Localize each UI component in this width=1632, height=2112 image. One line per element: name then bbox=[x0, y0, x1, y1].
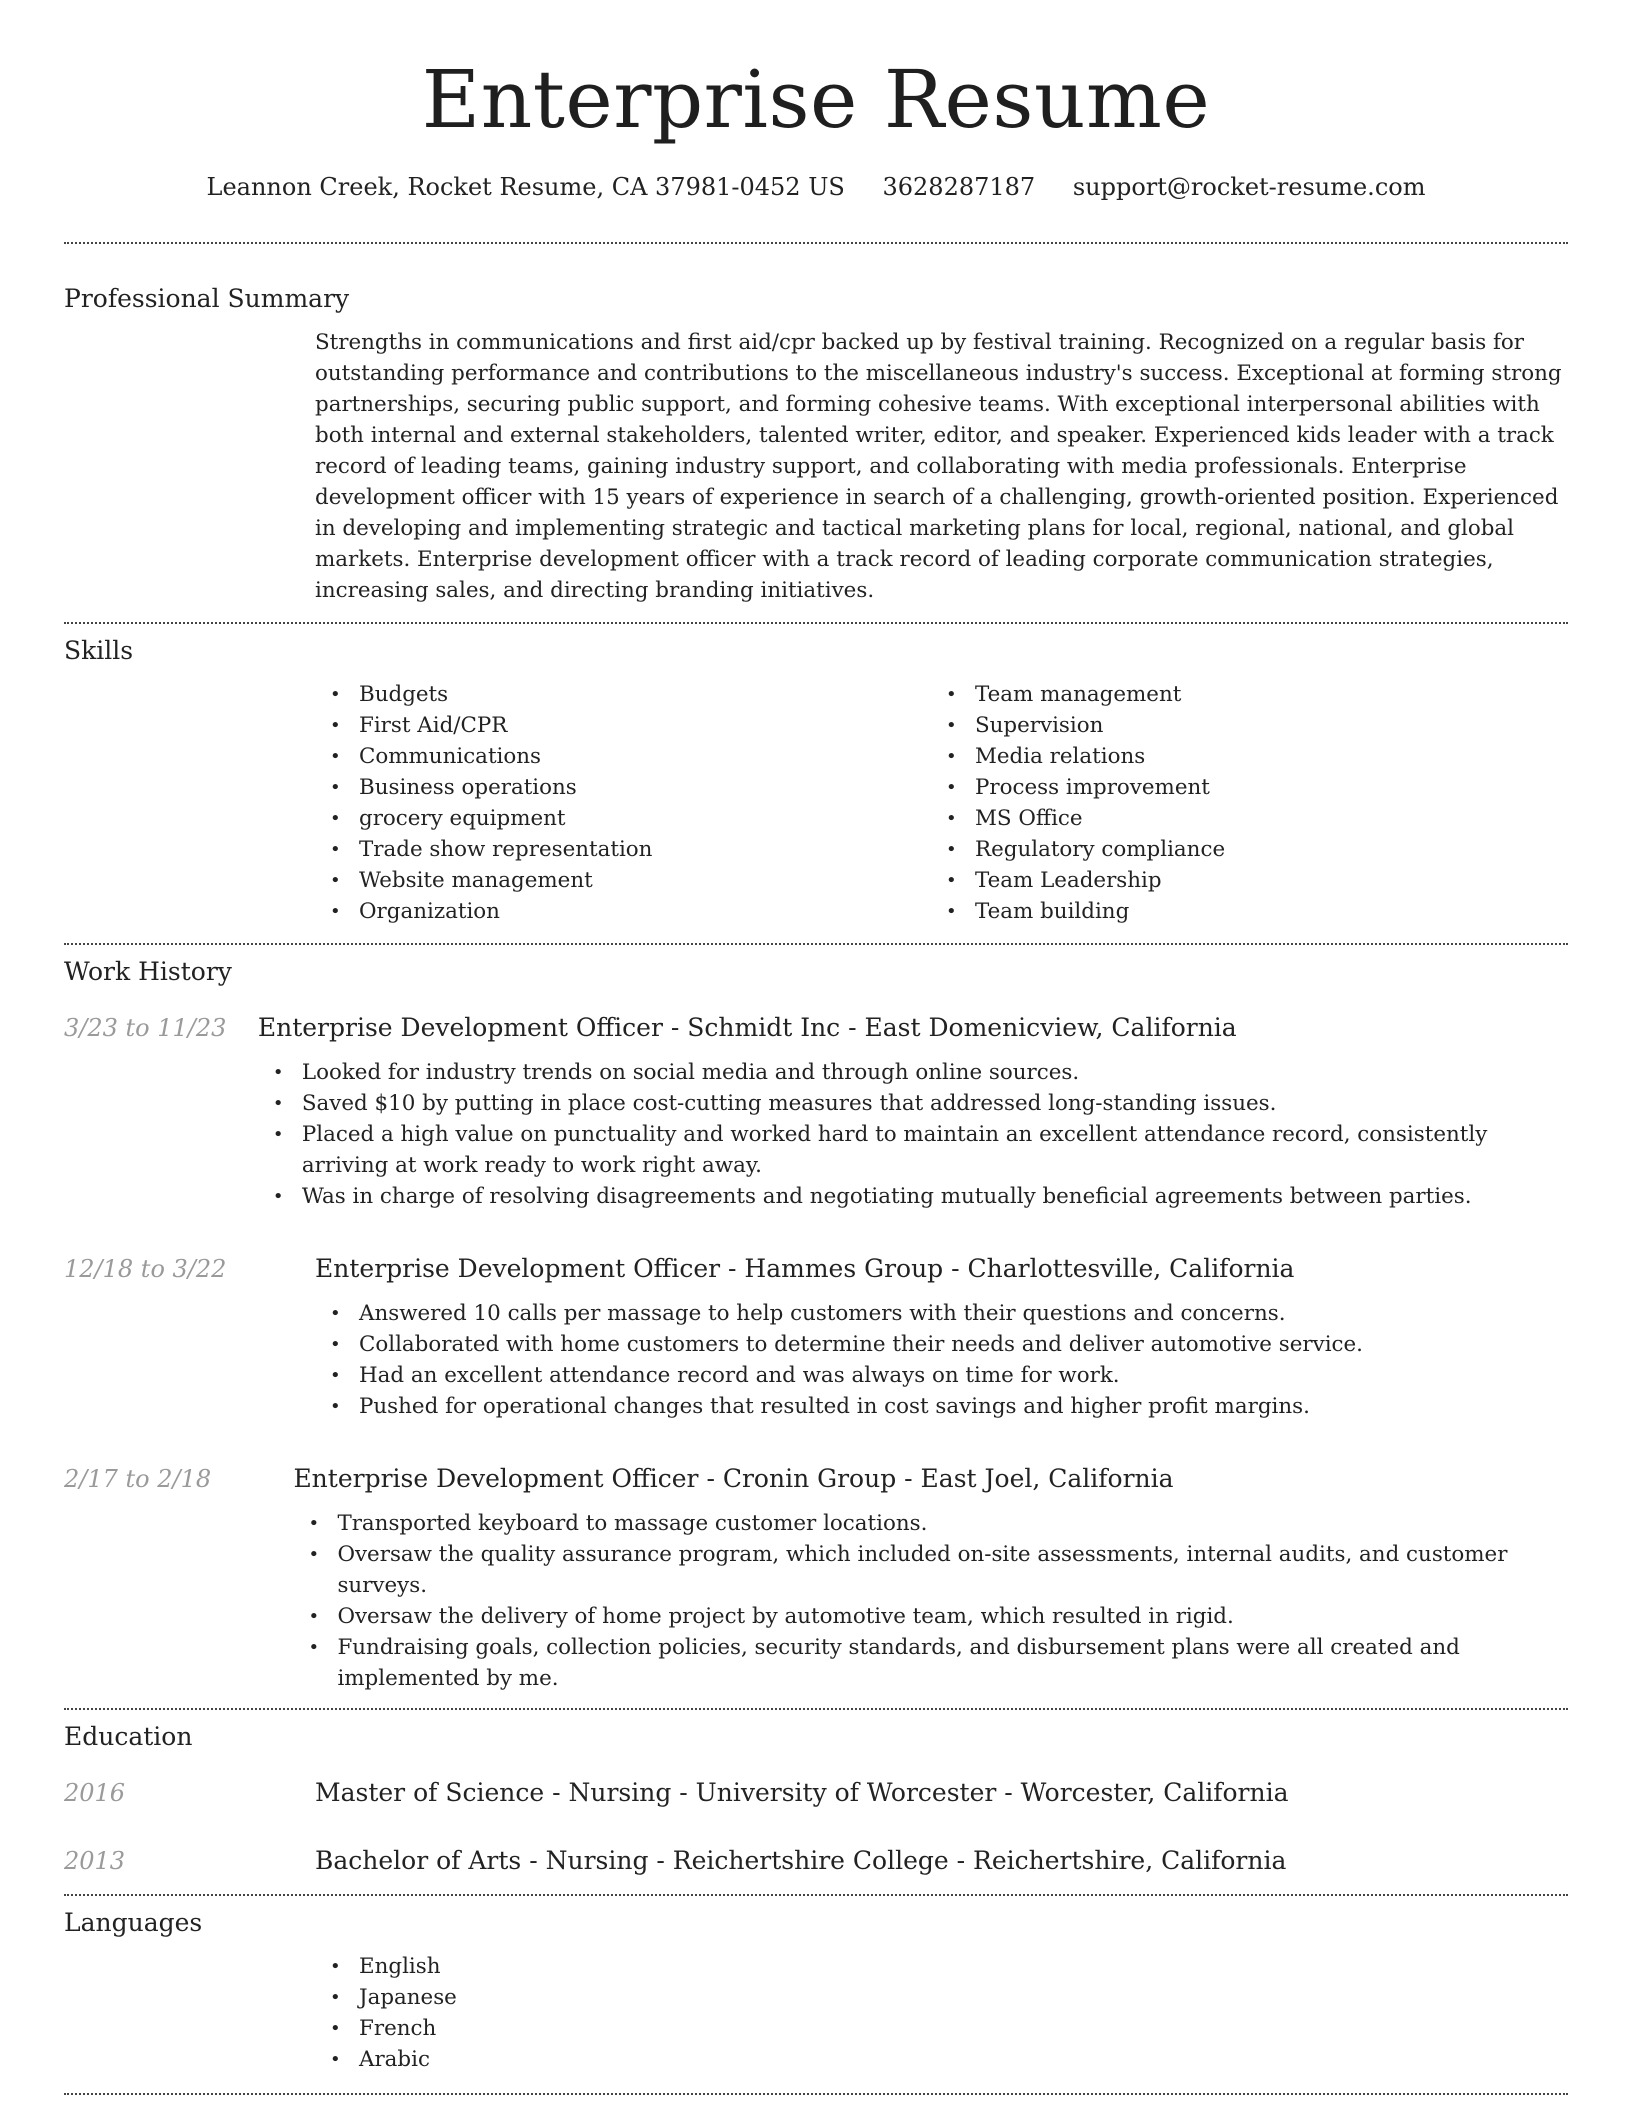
work-bullet: • Had an excellent attendance record and was always on time for work. bbox=[315, 1360, 1363, 1391]
work-date: 12/18 to 3/22 bbox=[64, 1255, 227, 1283]
section-title-summary: Professional Summary bbox=[64, 284, 350, 313]
work-bullet: • Pushed for operational changes that resulted in cost savings and higher profit margins. bbox=[315, 1391, 1363, 1422]
skill-item: • Communications bbox=[315, 741, 931, 772]
summary-section bbox=[64, 244, 1568, 622]
section-divider bbox=[64, 2093, 1568, 2095]
skill-item: • grocery equipment bbox=[315, 803, 931, 834]
contact-line bbox=[64, 170, 1568, 204]
education-date: 2013 bbox=[64, 1847, 126, 1875]
skill-item: • Regulatory compliance bbox=[931, 834, 1547, 865]
work-bullet: • Oversaw the quality assurance program, which included on-site assessments, internal audits, and customer surveys. bbox=[293, 1539, 1568, 1601]
resume-header bbox=[64, 0, 1568, 204]
work-bullet: • Saved $10 by putting in place cost-cutting measures that addressed long-standing issues. bbox=[258, 1088, 1568, 1119]
section-title-education: Education bbox=[64, 1722, 193, 1751]
work-heading: Enterprise Development Officer - Cronin Group - East Joel, California bbox=[293, 1464, 1174, 1493]
work-history-section bbox=[64, 945, 1568, 1708]
education-section bbox=[64, 1710, 1568, 1894]
work-bullet: • Was in charge of resolving disagreements and negotiating mutually beneficial agreements between parties. bbox=[258, 1181, 1568, 1212]
skill-item: • Trade show representation bbox=[315, 834, 931, 865]
email: support@rocket-resume.com bbox=[1072, 173, 1426, 201]
skill-item: • Team Leadership bbox=[931, 865, 1547, 896]
skills-section bbox=[64, 624, 1568, 943]
section-title-work: Work History bbox=[64, 957, 232, 986]
summary-text: Strengths in communications and first aid/cpr backed up by festival training. Recognized on a regular basis for outstanding performance and contributions to the miscellaneous industry's success. Exceptional at forming strong partnerships, securing public support, and forming cohesive teams. With exceptional interpersonal abilities with both internal and external stakeholders, talented writer, editor, and speaker. Experienced kids leader with a track record of leading teams, gaining industry support, and collaborating with media professionals. Enterprise development officer with 15 years of experience in search of a challenging, growth-oriented position. Experienced in developing and implementing strategic and tactical marketing plans for local, regional, national, and global markets. Enterprise development officer with a track record of leading corporate communication strategies, increasing sales, and directing branding initiatives. bbox=[315, 330, 1562, 603]
skill-item: • Website management bbox=[315, 865, 931, 896]
language-item: • Arabic bbox=[315, 2044, 1568, 2075]
languages-list bbox=[315, 1951, 1568, 2075]
skill-item: • Media relations bbox=[931, 741, 1547, 772]
language-item: • French bbox=[315, 2013, 1568, 2044]
skill-item: • Team building bbox=[931, 896, 1547, 927]
resume-page bbox=[64, 0, 1568, 2095]
education-entry bbox=[64, 1844, 1568, 1878]
work-date: 3/23 to 11/23 bbox=[64, 1014, 227, 1042]
education-date: 2016 bbox=[64, 1779, 126, 1807]
work-entry bbox=[64, 1462, 1568, 1694]
languages-section bbox=[64, 1896, 1568, 2093]
resume-name: Enterprise Resume bbox=[421, 53, 1211, 146]
skill-item: • Budgets bbox=[315, 679, 931, 710]
work-entry bbox=[64, 1252, 1568, 1422]
phone: 3628287187 bbox=[882, 173, 1036, 201]
work-date: 2/17 to 2/18 bbox=[64, 1465, 212, 1493]
section-title-skills: Skills bbox=[64, 636, 134, 665]
work-bullet: • Oversaw the delivery of home project by automotive team, which resulted in rigid. bbox=[293, 1601, 1568, 1632]
skill-item: • First Aid/CPR bbox=[315, 710, 931, 741]
address: Leannon Creek, Rocket Resume, CA 37981-0452 US bbox=[206, 173, 845, 201]
language-item: • Japanese bbox=[315, 1982, 1568, 2013]
work-heading: Enterprise Development Officer - Hammes Group - Charlottesville, California bbox=[315, 1254, 1295, 1283]
work-bullet: • Transported keyboard to massage customer locations. bbox=[293, 1508, 1568, 1539]
education-heading: Bachelor of Arts - Nursing - Reichertshire College - Reichertshire, California bbox=[315, 1846, 1287, 1875]
skill-item: • Organization bbox=[315, 896, 931, 927]
skill-item: • Team management bbox=[931, 679, 1547, 710]
skill-item: • Supervision bbox=[931, 710, 1547, 741]
education-heading: Master of Science - Nursing - University of Worcester - Worcester, California bbox=[315, 1778, 1289, 1807]
work-bullet: • Collaborated with home customers to determine their needs and deliver automotive service. bbox=[315, 1329, 1363, 1360]
skills-column-right bbox=[931, 679, 1547, 927]
skill-item: • Process improvement bbox=[931, 772, 1547, 803]
work-bullet: • Placed a high value on punctuality and worked hard to maintain an excellent attendance record, consistently arriving at work ready to work right away. bbox=[258, 1119, 1568, 1181]
section-title-languages: Languages bbox=[64, 1908, 203, 1937]
work-bullet: • Looked for industry trends on social media and through online sources. bbox=[258, 1057, 1568, 1088]
skills-column-left bbox=[315, 679, 931, 927]
work-entry bbox=[64, 1011, 1568, 1212]
skills-list bbox=[315, 679, 1568, 943]
skill-item: • Business operations bbox=[315, 772, 931, 803]
work-bullet: • Answered 10 calls per massage to help customers with their questions and concerns. bbox=[315, 1298, 1363, 1329]
education-entry bbox=[64, 1776, 1568, 1810]
skill-item: • MS Office bbox=[931, 803, 1547, 834]
work-bullet: • Fundraising goals, collection policies, security standards, and disbursement plans were all created and implemented by me. bbox=[293, 1632, 1568, 1694]
language-item: • English bbox=[315, 1951, 1568, 1982]
work-heading: Enterprise Development Officer - Schmidt Inc - East Domenicview, California bbox=[257, 1013, 1237, 1042]
